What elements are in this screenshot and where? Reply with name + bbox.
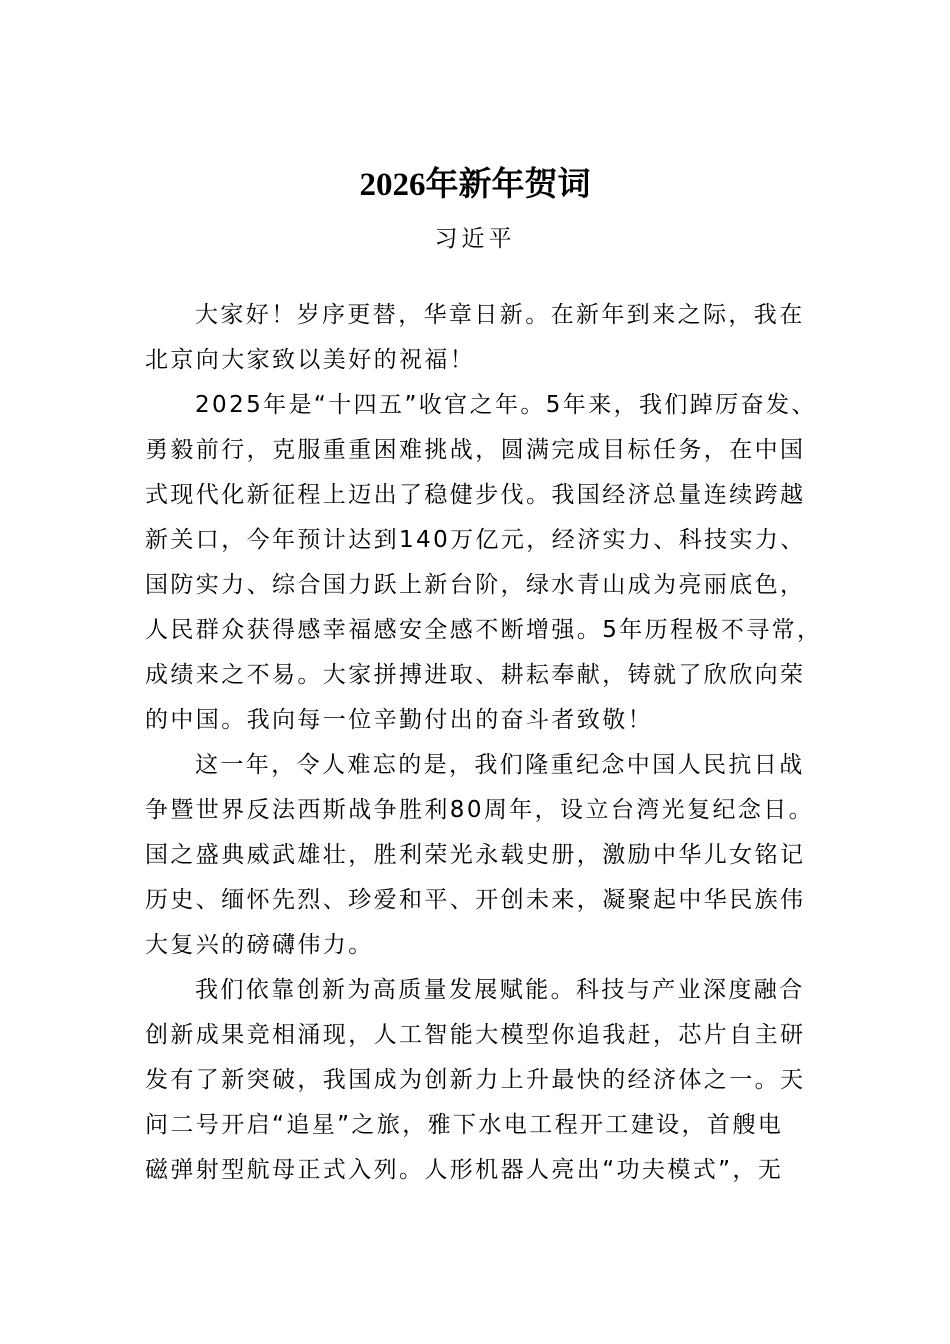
paragraph-2-line-1: 2025年是“十四五”收官之年。5年来，我们踔厉奋发、: [195, 392, 817, 418]
paragraph-4-line-1: 我们依靠创新为高质量发展赋能。科技与产业深度融合: [195, 977, 805, 1003]
paragraph-2-line-8: 的中国。我向每一位辛勤付出的奋斗者致敬！: [145, 707, 653, 733]
paragraph-2-line-2: 勇毅前行，克服重重困难挑战，圆满完成目标任务，在中国: [145, 437, 806, 463]
paragraph-3-line-5: 大复兴的磅礴伟力。: [145, 932, 374, 958]
document-author: 习近平: [434, 226, 516, 252]
paragraph-2-line-7: 成绩来之不易。大家拼搏进取、耕耘奉献，铸就了欣欣向荣: [145, 662, 806, 688]
paragraph-4-line-5: 磁弹射型航母正式入列。人形机器人亮出“功夫模式”，无: [145, 1157, 784, 1183]
paragraph-4-line-2: 创新成果竞相涌现，人工智能大模型你追我赶，芯片自主研: [145, 1022, 806, 1048]
paragraph-3-line-3: 国之盛典威武雄壮，胜利荣光永载史册，激励中华儿女铭记: [145, 842, 806, 868]
paragraph-2-line-5: 国防实力、综合国力跃上新台阶，绿水青山成为亮丽底色，: [145, 572, 806, 598]
paragraph-3-line-4: 历史、缅怀先烈、珍爱和平、开创未来，凝聚起中华民族伟: [145, 887, 806, 913]
paragraph-4-line-4: 问二号开启“追星”之旅，雅下水电工程开工建设，首艘电: [145, 1112, 784, 1138]
paragraph-4-line-3: 发有了新突破，我国成为创新力上升最快的经济体之一。天: [145, 1067, 806, 1093]
paragraph-1-line-1: 大家好！岁序更替，华章日新。在新年到来之际，我在: [195, 302, 805, 328]
document-title: 2026年新年贺词: [359, 167, 591, 203]
paragraph-3-line-2: 争暨世界反法西斯战争胜利80周年，设立台湾光复纪念日。: [145, 797, 815, 823]
paragraph-2-line-4: 新关口，今年预计达到140万亿元，经济实力、科技实力、: [145, 527, 806, 553]
paragraph-2-line-3: 式现代化新征程上迈出了稳健步伐。我国经济总量连续跨越: [145, 482, 806, 508]
document-body: [145, 293, 823, 1193]
paragraph-3-line-1: 这一年，令人难忘的是，我们隆重纪念中国人民抗日战: [195, 752, 805, 778]
paragraph-2-line-6: 人民群众获得感幸福感安全感不断增强。5年历程极不寻常，: [145, 617, 823, 643]
paragraph-1-line-2: 北京向大家致以美好的祝福！: [145, 347, 476, 373]
